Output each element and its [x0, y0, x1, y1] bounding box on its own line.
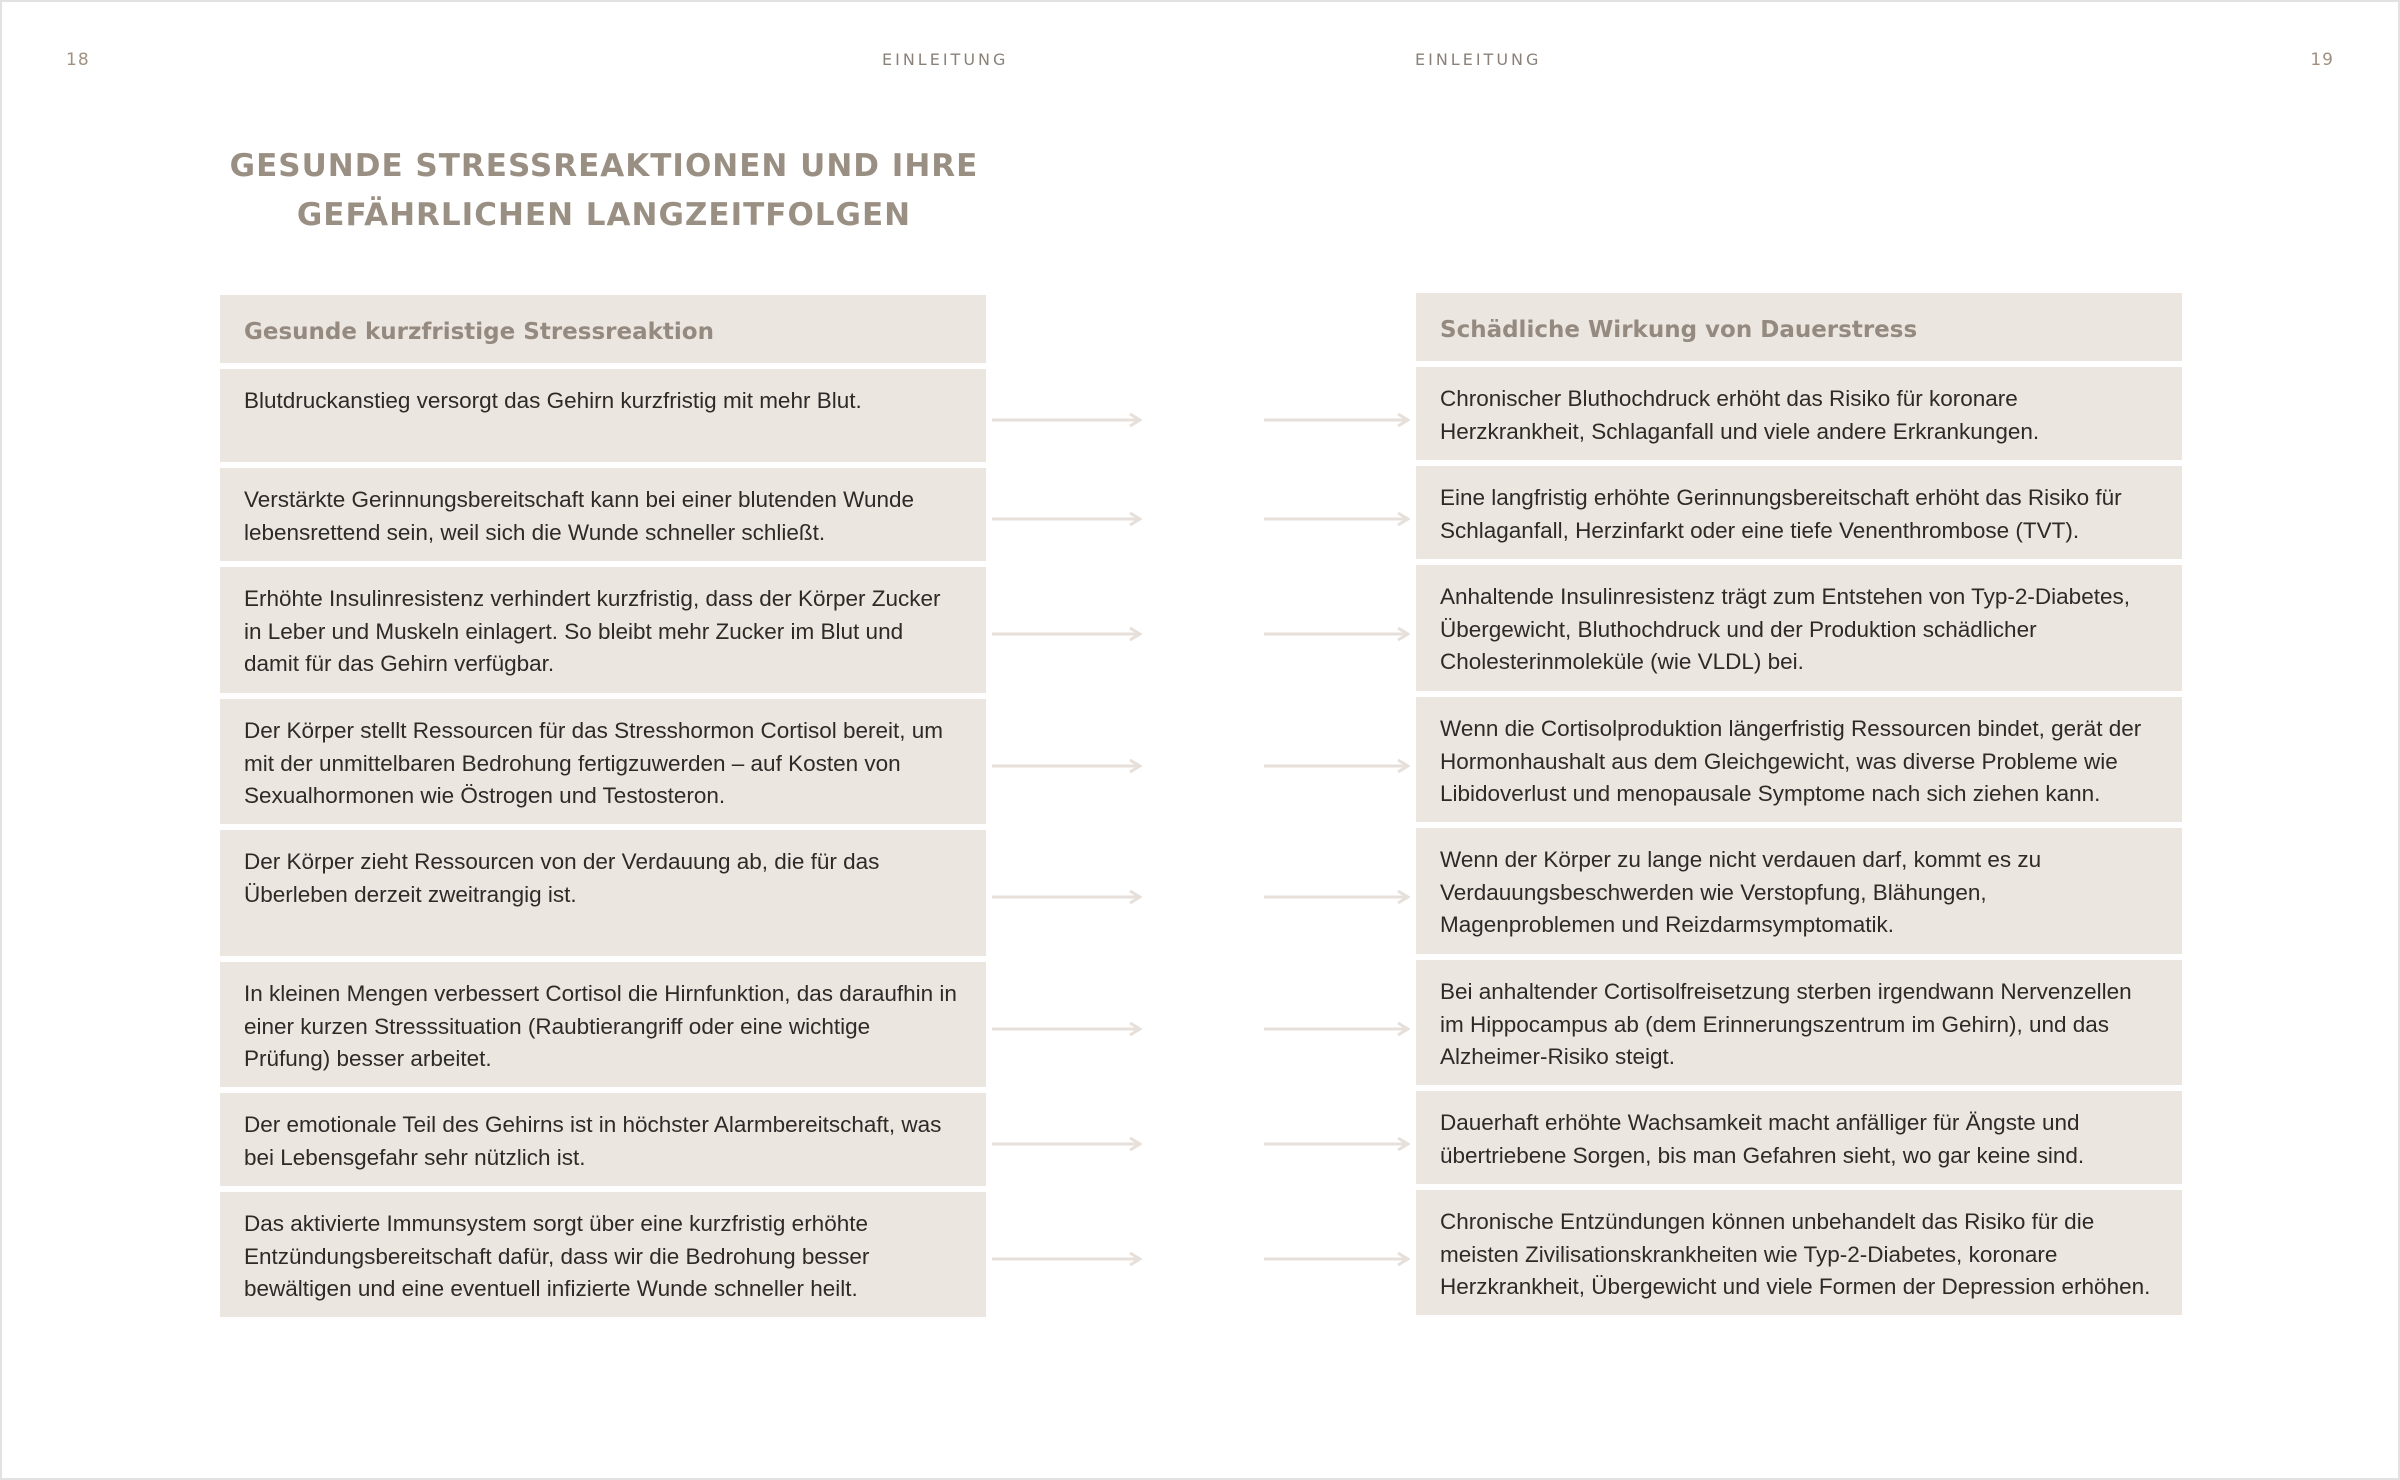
arrow-right-icon	[1264, 626, 1410, 642]
long-term-cell: Anhaltende Insulinresistenz trägt zum Entstehen von Typ-2-Diabetes, Übergewicht, Bluthochdruck und der Produktion schädlicher Cholesterinmoleküle (wie VLDL) bei.	[1416, 565, 2182, 691]
page-title-line-2: GEFÄHRLICHEN LANGZEITFOLGEN	[296, 197, 912, 233]
arrow-right-icon	[1264, 758, 1410, 774]
page-number-right: 19	[2310, 50, 2334, 70]
long-term-cell: Chronischer Bluthochdruck erhöht das Risiko für koronare Herzkrankheit, Schlaganfall und viele andere Erkrankungen.	[1416, 367, 2182, 460]
short-term-cell: Verstärkte Gerinnungsbereitschaft kann bei einer blutenden Wunde lebensrettend sein, weil sich die Wunde schneller schließt.	[220, 468, 986, 561]
arrow-right-icon	[1264, 1251, 1410, 1267]
long-term-cell: Bei anhaltender Cortisolfreisetzung sterben irgendwann Nervenzellen im Hippocampus ab (dem Erinnerungszentrum im Gehirn), und das Alzheimer-Risiko steigt.	[1416, 960, 2182, 1085]
short-term-cell: Das aktivierte Immunsystem sorgt über eine kurzfristig erhöhte Entzündungsbereitschaft dafür, dass wir die Bedrohung besser bewältigen und eine eventuell infizierte Wunde schneller heilt.	[220, 1192, 986, 1317]
long-term-column	[1416, 293, 2182, 1321]
short-term-column	[220, 295, 986, 1323]
page-title	[220, 142, 988, 240]
long-term-cell: Chronische Entzündungen können unbehandelt das Risiko für die meisten Zivilisationskrankheiten wie Typ-2-Diabetes, koronare Herzkrankheit, Übergewicht und viele Formen der Depression erhöhen.	[1416, 1190, 2182, 1315]
arrow-right-icon	[992, 758, 1142, 774]
short-term-cell: Der emotionale Teil des Gehirns ist in höchster Alarmbereitschaft, was bei Lebensgefahr sehr nützlich ist.	[220, 1093, 986, 1186]
page-number-left: 18	[66, 50, 90, 70]
short-term-cell: In kleinen Mengen verbessert Cortisol die Hirnfunktion, das daraufhin in einer kurzen Stresssituation (Raubtierangriff oder eine wichtige Prüfung) besser arbeitet.	[220, 962, 986, 1087]
running-head-left: EINLEITUNG	[882, 50, 1009, 69]
arrow-right-icon	[1264, 1021, 1410, 1037]
short-term-cell: Erhöhte Insulinresistenz verhindert kurzfristig, dass der Körper Zucker in Leber und Muskeln einlagert. So bleibt mehr Zucker im Blut und damit für das Gehirn verfügbar.	[220, 567, 986, 693]
arrow-right-icon	[992, 1251, 1142, 1267]
short-term-cell: Der Körper stellt Ressourcen für das Stresshormon Cortisol bereit, um mit der unmittelbaren Bedrohung fertigzuwerden – auf Kosten von Sexualhormonen wie Östrogen und Testosteron.	[220, 699, 986, 824]
page-title-line-1: GESUNDE STRESSREAKTIONEN UND IHRE	[229, 148, 979, 184]
arrow-right-icon	[1264, 511, 1410, 527]
arrow-right-icon	[992, 511, 1142, 527]
long-term-header: Schädliche Wirkung von Dauerstress	[1416, 293, 2182, 361]
short-term-header: Gesunde kurzfristige Stressreaktion	[220, 295, 986, 363]
long-term-cell: Eine langfristig erhöhte Gerinnungsbereitschaft erhöht das Risiko für Schlaganfall, Herzinfarkt oder eine tiefe Venenthrombose (TVT).	[1416, 466, 2182, 559]
arrow-right-icon	[992, 412, 1142, 428]
arrow-right-icon	[992, 1136, 1142, 1152]
arrow-right-icon	[992, 1021, 1142, 1037]
running-head-right: EINLEITUNG	[1415, 50, 1542, 69]
long-term-cell: Dauerhaft erhöhte Wachsamkeit macht anfälliger für Ängste und übertriebene Sorgen, bis man Gefahren sieht, wo gar keine sind.	[1416, 1091, 2182, 1184]
short-term-cell: Der Körper zieht Ressourcen von der Verdauung ab, die für das Überleben derzeit zweitrangig ist.	[220, 830, 986, 956]
arrow-right-icon	[992, 889, 1142, 905]
long-term-cell: Wenn die Cortisolproduktion längerfristig Ressourcen bindet, gerät der Hormonhaushalt aus dem Gleichgewicht, was diverse Probleme wie Libidoverlust und menopausale Symptome nach sich ziehen kann.	[1416, 697, 2182, 822]
short-term-cell: Blutdruckanstieg versorgt das Gehirn kurzfristig mit mehr Blut.	[220, 369, 986, 462]
arrow-right-icon	[1264, 889, 1410, 905]
arrow-right-icon	[1264, 412, 1410, 428]
arrow-right-icon	[992, 626, 1142, 642]
arrow-right-icon	[1264, 1136, 1410, 1152]
long-term-cell: Wenn der Körper zu lange nicht verdauen darf, kommt es zu Verdauungsbeschwerden wie Verstopfung, Blähungen, Magenproblemen und Reizdarmsymptomatik.	[1416, 828, 2182, 954]
